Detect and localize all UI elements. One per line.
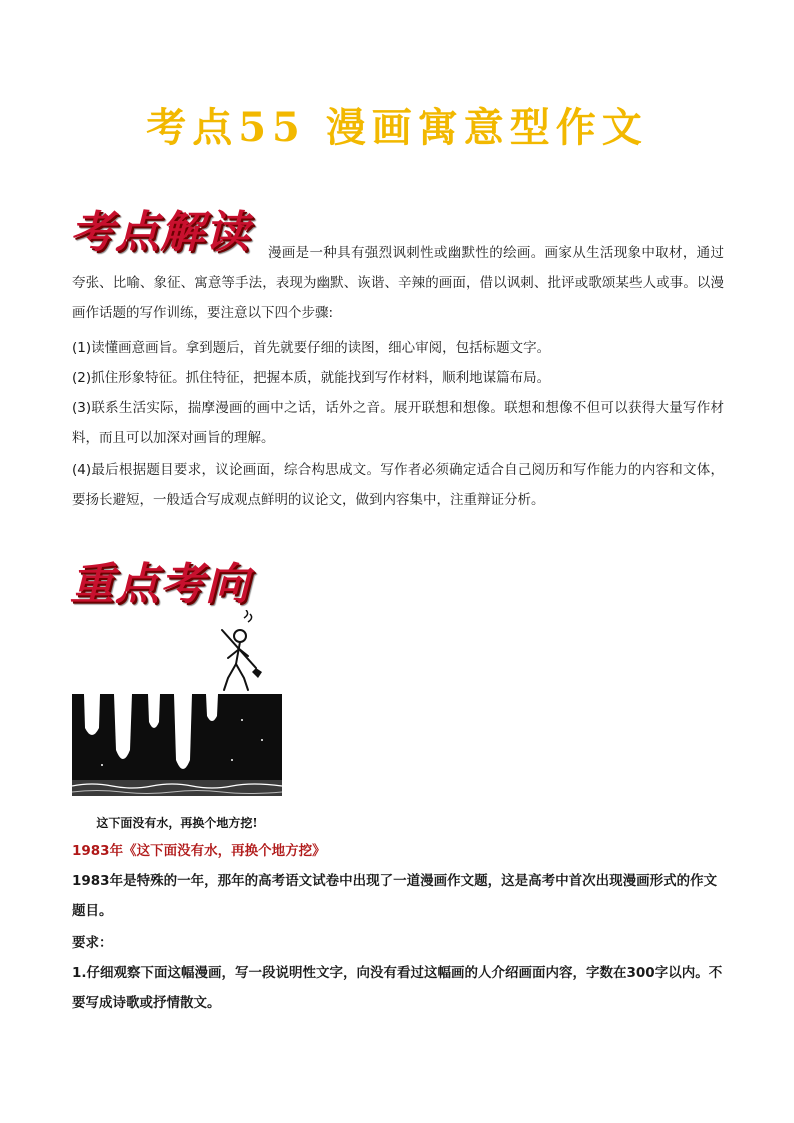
cartoon-caption: 这下面没有水，再换个地方挖! — [96, 816, 258, 830]
paragraph-intro: 漫画是一种具有强烈讽刺性或幽默性的绘画。画家从生活现象中取材，通过夸张、比喻、象征、寓意等手法，表现为幽默、诙谐、辛辣的画面，借以讽刺、批评或歌颂某些人或事。以漫画作话题的写作训练，要注意以下四个步骤: — [72, 245, 724, 321]
example-intro: 1983年是特殊的一年，那年的高考语文试卷中出现了一道漫画作文题，这是高考中首次出现漫画形式的作文题目。 — [72, 873, 718, 919]
paragraph-step-1: (1)读懂画意画旨。拿到题后，首先就要仔细的读图，细心审阅，包括标题文字。 — [72, 340, 551, 356]
requirement-label: 要求： — [72, 935, 113, 951]
section-heading-focus: 重点考向 — [70, 559, 250, 610]
cartoon-image — [72, 610, 282, 832]
paragraph-step-2: (2)抓住形象特征。抓住特征，把握本质，就能找到写作材料，顺利地谋篇布局。 — [72, 370, 551, 386]
cartoon-illustration — [72, 610, 282, 832]
paragraph-step-4: (4)最后根据题目要求，议论画面，综合构思成文。写作者必须确定适合自己阅历和写作能力的内容和文体，要扬长避短，一般适合写成观点鲜明的议论文，做到内容集中，注重辩证分析。 — [72, 462, 724, 508]
example-title: 1983年《这下面没有水，再换个地方挖》 — [72, 843, 326, 859]
requirement-1: 1.仔细观察下面这幅漫画，写一段说明性文字，向没有看过这幅画的人介绍画面内容，字数在300字以内。不要写成诗歌或抒情散文。 — [72, 965, 723, 1011]
section-heading-analysis: 考点解读 — [70, 207, 250, 258]
page-title: 考点55 漫画寓意型作文 — [146, 104, 648, 151]
paragraph-step-3: (3)联系生活实际，揣摩漫画的画中之话，话外之音。展开联想和想像。联想和想像不但可以获得大量写作材料，而且可以加深对画旨的理解。 — [72, 400, 724, 446]
